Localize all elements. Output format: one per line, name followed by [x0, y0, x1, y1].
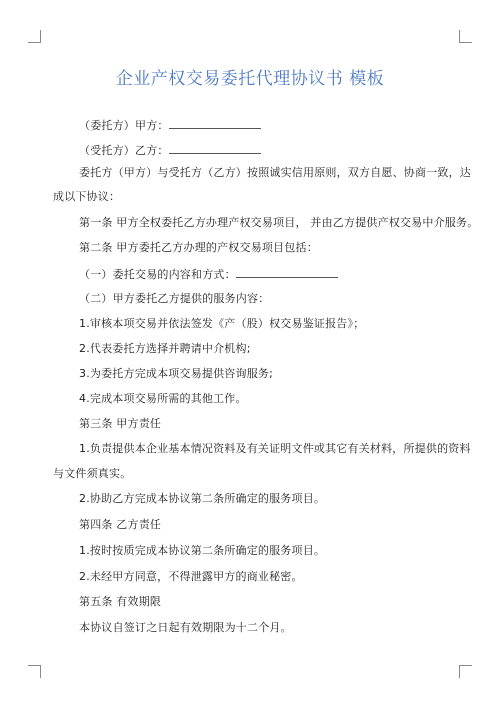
document-title: 企业产权交易委托代理协议书 模板 — [115, 69, 385, 89]
party-b-line — [79, 142, 261, 158]
party-a-line — [79, 117, 261, 133]
party-a-label: （委托方）甲方： — [79, 119, 169, 132]
article-5-heading: 第五条 有效期限 — [79, 595, 162, 608]
article-2-item-2: （二）甲方委托乙方提供的服务内容： — [79, 292, 270, 305]
service-item: 3.为委托方完成本项交易提供咨询服务; — [79, 367, 273, 380]
service-item: 1.审核本项交易并依法签发《产（股）权交易鉴证报告》； — [79, 317, 365, 330]
article-2-item-1 — [79, 266, 338, 282]
article-2-heading: 第二条 甲方委托乙方办理的产权交易项目包括： — [79, 241, 318, 254]
corner-mark-top-right — [459, 30, 472, 43]
article-3-item-2: 2.协助乙方完成本协议第二条所确定的服务项目。 — [79, 492, 326, 505]
article-3-item-1-line-1: 1.负责提供本企业基本情况资料及有关证明文件或其它有关材料，所提供的资料 — [79, 442, 471, 455]
article-2-item-1-blank — [236, 266, 338, 278]
article-4-item-1: 1.按时按质完成本协议第二条所确定的服务项目。 — [79, 544, 326, 557]
intro-line-2: 成以下协议： — [53, 190, 121, 203]
party-b-label: （受托方）乙方： — [79, 144, 169, 157]
article-3-item-1-line-2: 与文件须真实。 — [53, 467, 132, 480]
party-b-blank — [169, 142, 261, 154]
article-1: 第一条 甲方全权委托乙方办理产权交易项目， 并由乙方提供产权交易中介服务。 — [79, 216, 479, 229]
article-3-heading: 第三条 甲方责任 — [79, 417, 162, 430]
article-4-heading: 第四条 乙方责任 — [79, 518, 162, 531]
party-a-blank — [169, 117, 261, 129]
corner-mark-bottom-left — [28, 665, 41, 678]
article-5-text: 本协议自签订之日起有效期限为十二个月。 — [79, 621, 292, 634]
article-2-item-1-label: （一）委托交易的内容和方式： — [79, 268, 236, 281]
intro-line-1: 委托方（甲方）与受托方（乙方）按照诚实信用原则，双方自愿、协商一致，达 — [79, 166, 471, 179]
article-4-item-2: 2.未经甲方同意，不得泄露甲方的商业秘密。 — [79, 570, 303, 583]
service-item: 4.完成本项交易所需的其他工作。 — [79, 392, 247, 405]
corner-mark-top-left — [28, 30, 41, 43]
corner-mark-bottom-right — [459, 665, 472, 678]
service-item: 2.代表委托方选择并聘请中介机构; — [79, 342, 251, 355]
